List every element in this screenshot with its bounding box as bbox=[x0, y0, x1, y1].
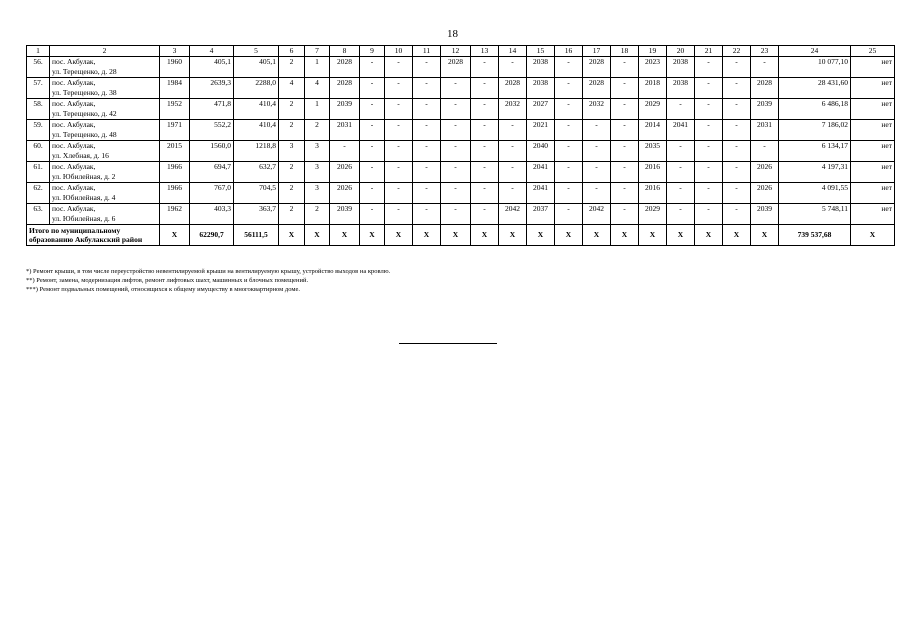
table-cell: - bbox=[385, 78, 413, 99]
address-street: ул. Хлебная, д. 16 bbox=[52, 150, 109, 160]
table-cell: - bbox=[360, 120, 385, 141]
table-cell: - bbox=[723, 204, 751, 225]
table-row bbox=[27, 204, 895, 225]
table-cell: - bbox=[611, 120, 639, 141]
table-cell: - bbox=[555, 183, 583, 204]
table-cell: 2639,3 bbox=[190, 78, 234, 99]
table-cell: - bbox=[385, 141, 413, 162]
table-cell: 2035 bbox=[639, 141, 667, 162]
table-cell: - bbox=[471, 162, 499, 183]
table-cell: нет bbox=[851, 183, 895, 204]
total-cell: X bbox=[330, 225, 360, 246]
cost-cell: 6 134,17 bbox=[779, 141, 851, 162]
cost-cell: 6 486,18 bbox=[779, 99, 851, 120]
table-cell: - bbox=[555, 204, 583, 225]
table-cell: 405,1 bbox=[190, 57, 234, 78]
table-cell: 2 bbox=[279, 183, 305, 204]
column-number: 3 bbox=[160, 46, 190, 57]
row-number: 61. bbox=[27, 162, 50, 183]
address-cell bbox=[50, 141, 160, 162]
table-cell: 1966 bbox=[160, 162, 190, 183]
table-cell: - bbox=[695, 78, 723, 99]
address-street: ул. Терещенко, д. 42 bbox=[52, 108, 117, 118]
footnote-elevators: **) Ремонт, замена, модернизация лифтов, ремонт лифтовых шахт, машинных и блочных помещений. bbox=[26, 277, 309, 284]
row-number: 57. bbox=[27, 78, 50, 99]
table-cell: 1984 bbox=[160, 78, 190, 99]
address-settlement: пос. Акбулак, bbox=[52, 99, 96, 108]
table-cell: 2042 bbox=[583, 204, 611, 225]
table-cell: нет bbox=[851, 78, 895, 99]
table-cell: 2026 bbox=[751, 183, 779, 204]
table-cell: 2016 bbox=[639, 162, 667, 183]
table-cell: 1560,0 bbox=[190, 141, 234, 162]
footnote-basement: ***) Ремонт подвальных помещений, относящихся к общему имуществу в многоквартирном доме. bbox=[26, 286, 300, 293]
table-cell: - bbox=[583, 183, 611, 204]
cost-cell: 4 197,31 bbox=[779, 162, 851, 183]
total-cell: X bbox=[851, 225, 895, 246]
total-cell: X bbox=[611, 225, 639, 246]
table-cell: - bbox=[667, 162, 695, 183]
table-cell: 2288,0 bbox=[234, 78, 279, 99]
table-cell: 767,0 bbox=[190, 183, 234, 204]
table-cell: - bbox=[695, 57, 723, 78]
cost-cell: 5 748,11 bbox=[779, 204, 851, 225]
column-number: 7 bbox=[305, 46, 330, 57]
table-cell: 1218,8 bbox=[234, 141, 279, 162]
table-cell: 1971 bbox=[160, 120, 190, 141]
table-cell: - bbox=[611, 78, 639, 99]
table-cell: - bbox=[611, 57, 639, 78]
table-cell: 2041 bbox=[527, 183, 555, 204]
address-cell bbox=[50, 120, 160, 141]
table-row bbox=[27, 120, 895, 141]
table-cell: 3 bbox=[305, 141, 330, 162]
column-number: 6 bbox=[279, 46, 305, 57]
table-cell: - bbox=[360, 57, 385, 78]
total-cell: X bbox=[471, 225, 499, 246]
column-number: 20 bbox=[667, 46, 695, 57]
total-cell: X bbox=[499, 225, 527, 246]
column-number: 23 bbox=[751, 46, 779, 57]
table-cell: - bbox=[611, 162, 639, 183]
address-settlement: пос. Акбулак, bbox=[52, 120, 96, 129]
column-number: 14 bbox=[499, 46, 527, 57]
table-cell: - bbox=[441, 183, 471, 204]
table-cell: 1 bbox=[305, 57, 330, 78]
total-cell: X bbox=[583, 225, 611, 246]
column-number: 4 bbox=[190, 46, 234, 57]
column-number: 22 bbox=[723, 46, 751, 57]
row-number: 62. bbox=[27, 183, 50, 204]
table-cell: - bbox=[499, 120, 527, 141]
table-cell: - bbox=[555, 57, 583, 78]
table-cell: 2031 bbox=[751, 120, 779, 141]
cost-cell: 4 091,55 bbox=[779, 183, 851, 204]
address-cell bbox=[50, 57, 160, 78]
table-cell: 2041 bbox=[667, 120, 695, 141]
table-cell: 2038 bbox=[667, 57, 695, 78]
column-number: 8 bbox=[330, 46, 360, 57]
table-cell: - bbox=[667, 204, 695, 225]
table-cell: 2 bbox=[279, 204, 305, 225]
address-settlement: пос. Акбулак, bbox=[52, 162, 96, 171]
table-cell: - bbox=[360, 78, 385, 99]
table-cell: - bbox=[385, 99, 413, 120]
table-cell: - bbox=[583, 141, 611, 162]
column-number: 24 bbox=[779, 46, 851, 57]
table-cell: 2028 bbox=[330, 78, 360, 99]
column-number: 18 bbox=[611, 46, 639, 57]
table-cell: 2028 bbox=[583, 78, 611, 99]
address-street: ул. Терещенко, д. 38 bbox=[52, 87, 117, 97]
address-street: ул. Юбилейная, д. 4 bbox=[52, 192, 116, 202]
capital-repair-table bbox=[26, 45, 895, 246]
table-cell: - bbox=[751, 57, 779, 78]
table-cell: - bbox=[499, 57, 527, 78]
table-cell: нет bbox=[851, 204, 895, 225]
table-cell: - bbox=[360, 204, 385, 225]
table-cell: 2032 bbox=[583, 99, 611, 120]
table-cell: - bbox=[385, 204, 413, 225]
table-cell: - bbox=[413, 162, 441, 183]
address-settlement: пос. Акбулак, bbox=[52, 204, 96, 213]
table-cell: 2029 bbox=[639, 204, 667, 225]
table-cell: - bbox=[471, 183, 499, 204]
table-cell: - bbox=[695, 99, 723, 120]
table-cell: - bbox=[385, 120, 413, 141]
table-cell: - bbox=[723, 162, 751, 183]
table-cell: - bbox=[695, 204, 723, 225]
table-cell: 552,2 bbox=[190, 120, 234, 141]
table-cell: - bbox=[471, 204, 499, 225]
total-cell: X bbox=[723, 225, 751, 246]
total-cell: X bbox=[751, 225, 779, 246]
table-cell: 405,1 bbox=[234, 57, 279, 78]
column-number: 12 bbox=[441, 46, 471, 57]
table-cell: 2037 bbox=[527, 204, 555, 225]
table-cell: 2 bbox=[305, 204, 330, 225]
table-cell: 2042 bbox=[499, 204, 527, 225]
table-cell: 2021 bbox=[527, 120, 555, 141]
table-cell: - bbox=[330, 141, 360, 162]
table-cell: 632,7 bbox=[234, 162, 279, 183]
table-cell: 2 bbox=[279, 162, 305, 183]
table-cell: - bbox=[441, 141, 471, 162]
table-cell: - bbox=[413, 57, 441, 78]
row-number: 63. bbox=[27, 204, 50, 225]
total-cell: X bbox=[305, 225, 330, 246]
total-cell: X bbox=[639, 225, 667, 246]
total-cell: X bbox=[385, 225, 413, 246]
table-cell: 3 bbox=[305, 183, 330, 204]
column-number: 1 bbox=[27, 46, 50, 57]
total-cell: X bbox=[279, 225, 305, 246]
table-cell: 2 bbox=[279, 57, 305, 78]
column-number: 11 bbox=[413, 46, 441, 57]
column-number: 16 bbox=[555, 46, 583, 57]
table-cell: 2039 bbox=[751, 204, 779, 225]
table-cell: 1966 bbox=[160, 183, 190, 204]
table-cell: 2038 bbox=[527, 57, 555, 78]
footnote-roof: *) Ремонт крыши, в том числе переустройство невентилируемой крыши на вентилируемую крышу, устройство выходов на кровлю. bbox=[26, 268, 391, 275]
table-cell: 4 bbox=[279, 78, 305, 99]
column-number: 25 bbox=[851, 46, 895, 57]
table-cell: - bbox=[751, 141, 779, 162]
table-cell: - bbox=[555, 141, 583, 162]
table-cell: - bbox=[471, 120, 499, 141]
table-cell: 2038 bbox=[667, 78, 695, 99]
table-cell: - bbox=[611, 141, 639, 162]
table-row bbox=[27, 57, 895, 78]
table-cell: - bbox=[360, 162, 385, 183]
table-cell: 2028 bbox=[441, 57, 471, 78]
table-cell: 2028 bbox=[330, 57, 360, 78]
table-cell: - bbox=[555, 78, 583, 99]
column-number: 5 bbox=[234, 46, 279, 57]
table-cell: 2026 bbox=[751, 162, 779, 183]
table-cell: - bbox=[723, 78, 751, 99]
table-cell: - bbox=[360, 183, 385, 204]
address-street: ул. Юбилейная, д. 2 bbox=[52, 171, 116, 181]
table-cell: - bbox=[667, 99, 695, 120]
address-cell bbox=[50, 162, 160, 183]
table-cell: 2014 bbox=[639, 120, 667, 141]
table-row bbox=[27, 162, 895, 183]
table-row bbox=[27, 99, 895, 120]
total-cell: X bbox=[667, 225, 695, 246]
table-cell: 403,3 bbox=[190, 204, 234, 225]
table-cell: нет bbox=[851, 120, 895, 141]
table-cell: - bbox=[413, 141, 441, 162]
table-cell: 2028 bbox=[499, 78, 527, 99]
address-settlement: пос. Акбулак, bbox=[52, 141, 96, 150]
table-cell: - bbox=[441, 120, 471, 141]
table-cell: 410,4 bbox=[234, 99, 279, 120]
total-row bbox=[27, 225, 895, 246]
table-cell: - bbox=[555, 162, 583, 183]
table-cell: - bbox=[611, 99, 639, 120]
table-cell: 2026 bbox=[330, 162, 360, 183]
end-divider bbox=[399, 343, 497, 344]
table-cell: - bbox=[499, 141, 527, 162]
table-cell: - bbox=[723, 141, 751, 162]
address-settlement: пос. Акбулак, bbox=[52, 78, 96, 87]
table-cell: - bbox=[723, 120, 751, 141]
table-cell: нет bbox=[851, 99, 895, 120]
total-cell: 62290,7 bbox=[190, 225, 234, 246]
table-cell: 2039 bbox=[751, 99, 779, 120]
table-cell: - bbox=[385, 162, 413, 183]
table-cell: нет bbox=[851, 57, 895, 78]
table-cell: - bbox=[413, 99, 441, 120]
table-cell: 704,5 bbox=[234, 183, 279, 204]
table-row bbox=[27, 183, 895, 204]
table-cell: 2029 bbox=[639, 99, 667, 120]
total-cell: X bbox=[360, 225, 385, 246]
total-cell: 56111,5 bbox=[234, 225, 279, 246]
table-cell: - bbox=[413, 183, 441, 204]
table-cell: 2 bbox=[305, 120, 330, 141]
table-cell: 410,4 bbox=[234, 120, 279, 141]
column-number: 21 bbox=[695, 46, 723, 57]
cost-cell: 7 186,02 bbox=[779, 120, 851, 141]
table-cell: 4 bbox=[305, 78, 330, 99]
table-cell: 2 bbox=[279, 120, 305, 141]
table-cell: - bbox=[583, 120, 611, 141]
table-cell: 1952 bbox=[160, 99, 190, 120]
address-cell bbox=[50, 183, 160, 204]
table-cell: - bbox=[471, 99, 499, 120]
table-cell: - bbox=[695, 141, 723, 162]
address-settlement: пос. Акбулак, bbox=[52, 57, 96, 66]
table-cell: 2039 bbox=[330, 204, 360, 225]
table-cell: - bbox=[583, 162, 611, 183]
table-cell: - bbox=[611, 183, 639, 204]
table-cell: 2028 bbox=[583, 57, 611, 78]
table-cell: 2032 bbox=[499, 99, 527, 120]
table-cell: 471,8 bbox=[190, 99, 234, 120]
column-number: 19 bbox=[639, 46, 667, 57]
table-cell: - bbox=[441, 162, 471, 183]
table-cell: - bbox=[360, 99, 385, 120]
table-cell: 1960 bbox=[160, 57, 190, 78]
table-cell: - bbox=[385, 57, 413, 78]
table-cell: 2 bbox=[279, 99, 305, 120]
table-cell: 2026 bbox=[330, 183, 360, 204]
table-cell: 2027 bbox=[527, 99, 555, 120]
table-cell: - bbox=[499, 162, 527, 183]
table-cell: 2031 bbox=[330, 120, 360, 141]
table-cell: 363,7 bbox=[234, 204, 279, 225]
table-cell: нет bbox=[851, 141, 895, 162]
total-label: Итого по муниципальному образованию Акбулакский район bbox=[27, 225, 160, 246]
table-cell: - bbox=[667, 141, 695, 162]
table-cell: 2038 bbox=[527, 78, 555, 99]
table-cell: - bbox=[441, 204, 471, 225]
table-cell: 2015 bbox=[160, 141, 190, 162]
table-row bbox=[27, 141, 895, 162]
table-cell: - bbox=[555, 99, 583, 120]
table-cell: - bbox=[471, 78, 499, 99]
table-cell: 1 bbox=[305, 99, 330, 120]
column-number: 2 bbox=[50, 46, 160, 57]
address-cell bbox=[50, 204, 160, 225]
table-cell: - bbox=[499, 183, 527, 204]
table-row bbox=[27, 78, 895, 99]
address-street: ул. Терещенко, д. 28 bbox=[52, 66, 117, 76]
total-cell: X bbox=[527, 225, 555, 246]
table-cell: 2040 bbox=[527, 141, 555, 162]
table-cell: - bbox=[695, 183, 723, 204]
table-cell: - bbox=[695, 120, 723, 141]
address-cell bbox=[50, 78, 160, 99]
table-cell: 2018 bbox=[639, 78, 667, 99]
table-cell: 1962 bbox=[160, 204, 190, 225]
address-cell bbox=[50, 99, 160, 120]
table-cell: 2016 bbox=[639, 183, 667, 204]
table-cell: - bbox=[471, 57, 499, 78]
table-cell: - bbox=[413, 204, 441, 225]
table-cell: 3 bbox=[279, 141, 305, 162]
column-number: 17 bbox=[583, 46, 611, 57]
table-cell: 2039 bbox=[330, 99, 360, 120]
address-street: ул. Юбилейная, д. 6 bbox=[52, 213, 116, 223]
total-cell: X bbox=[441, 225, 471, 246]
row-number: 59. bbox=[27, 120, 50, 141]
table-cell: 3 bbox=[305, 162, 330, 183]
table-cell: нет bbox=[851, 162, 895, 183]
table-cell: - bbox=[441, 99, 471, 120]
page-number: 18 bbox=[447, 28, 458, 40]
table-cell: - bbox=[555, 120, 583, 141]
cost-cell: 28 431,60 bbox=[779, 78, 851, 99]
table-cell: - bbox=[667, 183, 695, 204]
total-cell: X bbox=[160, 225, 190, 246]
table-cell: - bbox=[360, 141, 385, 162]
total-cell: X bbox=[555, 225, 583, 246]
table-cell: - bbox=[413, 120, 441, 141]
column-number: 9 bbox=[360, 46, 385, 57]
total-cost: 739 537,68 bbox=[779, 225, 851, 246]
column-number-row bbox=[27, 46, 895, 57]
footnotes bbox=[26, 267, 390, 294]
table-cell: 2041 bbox=[527, 162, 555, 183]
column-number: 10 bbox=[385, 46, 413, 57]
row-number: 58. bbox=[27, 99, 50, 120]
column-number: 15 bbox=[527, 46, 555, 57]
table-cell: - bbox=[413, 78, 441, 99]
cost-cell: 10 077,10 bbox=[779, 57, 851, 78]
address-settlement: пос. Акбулак, bbox=[52, 183, 96, 192]
table-cell: - bbox=[723, 57, 751, 78]
column-number: 13 bbox=[471, 46, 499, 57]
total-cell: X bbox=[413, 225, 441, 246]
table-cell: - bbox=[723, 183, 751, 204]
row-number: 56. bbox=[27, 57, 50, 78]
table-cell: - bbox=[611, 204, 639, 225]
address-street: ул. Терещенко, д. 48 bbox=[52, 129, 117, 139]
total-cell: X bbox=[695, 225, 723, 246]
table-cell: 694,7 bbox=[190, 162, 234, 183]
table-cell: - bbox=[385, 183, 413, 204]
table-cell: 2028 bbox=[751, 78, 779, 99]
row-number: 60. bbox=[27, 141, 50, 162]
table-cell: - bbox=[723, 99, 751, 120]
table-cell: - bbox=[695, 162, 723, 183]
table-cell: - bbox=[441, 78, 471, 99]
table-cell: 2023 bbox=[639, 57, 667, 78]
table-cell: - bbox=[471, 141, 499, 162]
